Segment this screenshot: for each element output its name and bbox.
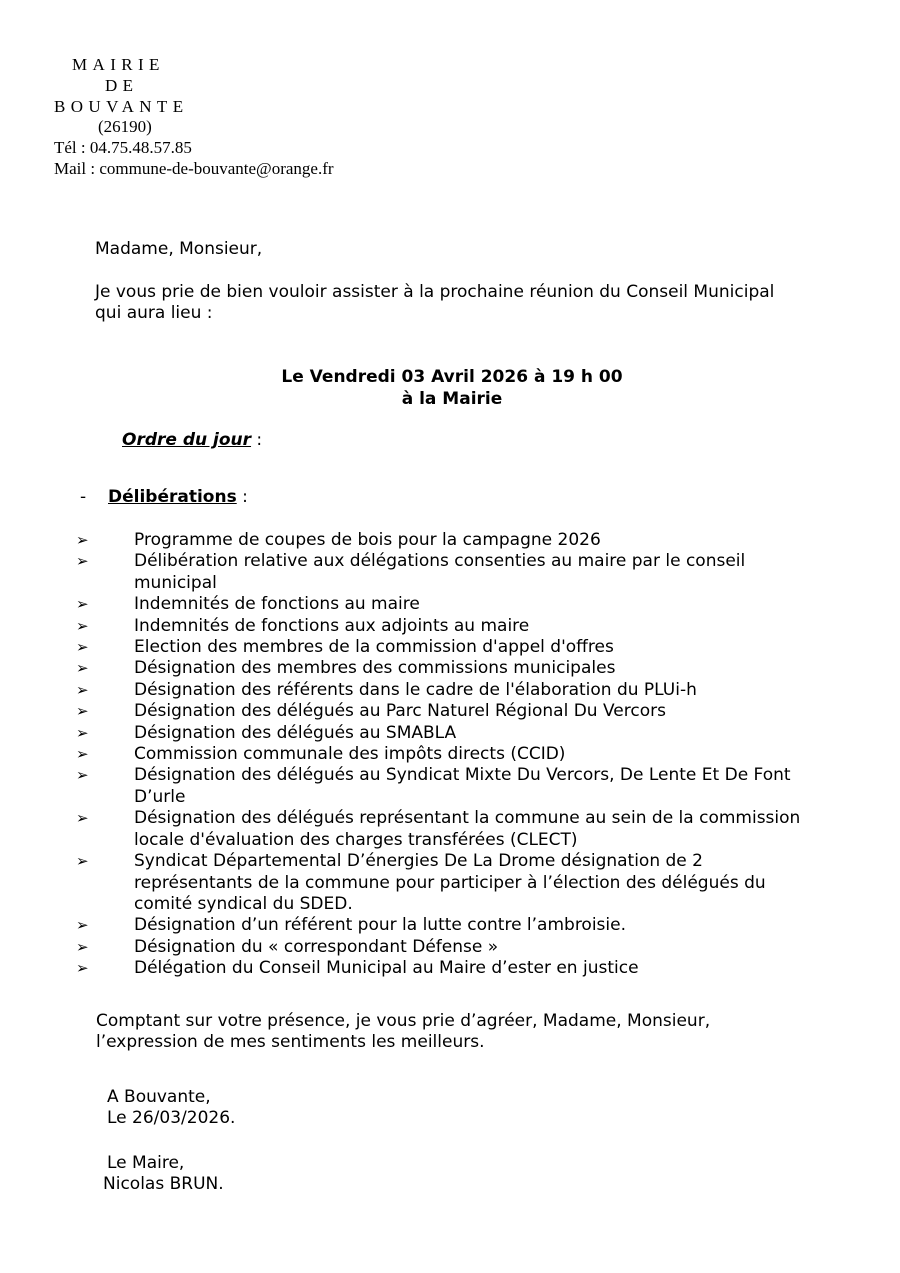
agenda-item <box>76 808 816 851</box>
ordre-du-jour-label: Ordre du jour <box>122 430 252 450</box>
arrow-bullet-icon: ➢ <box>76 916 89 935</box>
meeting-date: Le Vendredi 03 Avril 2026 à 19 h 00 <box>281 367 623 387</box>
agenda-item-text: Indemnités de fonctions aux adjoints au maire <box>134 615 530 636</box>
agenda-item-text: Commission communale des impôts directs (CCID) <box>134 744 566 765</box>
agenda-item <box>76 765 816 808</box>
place: A Bouvante, <box>107 1087 211 1107</box>
agenda-item-text: Désignation des référents dans le cadre de l'élaboration du PLUi-h <box>134 679 697 700</box>
arrow-bullet-icon: ➢ <box>76 680 89 699</box>
letterhead-line-mairie: MAIRIE <box>72 55 165 74</box>
arrow-bullet-icon: ➢ <box>76 659 89 678</box>
dash-bullet: - <box>80 487 87 507</box>
arrow-bullet-icon: ➢ <box>76 552 89 571</box>
agenda-item <box>76 958 816 979</box>
letterhead-line-commune: BOUVANTE <box>54 96 189 116</box>
agenda-item <box>76 530 816 551</box>
signer-name: Nicolas BRUN. <box>103 1174 224 1194</box>
letterhead-mail: Mail : commune-de-bouvante@orange.fr <box>54 158 334 178</box>
arrow-bullet-icon: ➢ <box>76 959 89 978</box>
agenda-item-text: Programme de coupes de bois pour la campagne 2026 <box>134 530 601 550</box>
letterhead-line-de: DE <box>105 75 139 95</box>
letterhead-phone: Tél : 04.75.48.57.85 <box>54 138 192 158</box>
deliberations-label: Délibérations <box>108 487 237 507</box>
agenda-item-text: Désignation des membres des commissions municipales <box>134 658 616 679</box>
agenda-item <box>76 744 816 765</box>
arrow-bullet-icon: ➢ <box>76 766 89 785</box>
closing-paragraph: Comptant sur votre présence, je vous prie d’agréer, Madame, Monsieur, l’expression de mes sentiments les meilleurs. <box>96 1011 711 1052</box>
agenda-list <box>76 530 816 980</box>
ordre-du-jour-heading <box>122 430 262 450</box>
letterhead <box>54 55 334 180</box>
salutation: Madame, Monsieur, <box>95 239 263 259</box>
intro-paragraph: Je vous prie de bien vouloir assister à la prochaine réunion du Conseil Municipal qui aura lieu : <box>95 282 775 323</box>
agenda-item-text: Désignation des délégués au Parc Naturel Régional Du Vercors <box>134 701 666 722</box>
deliberations-colon: : <box>236 487 248 507</box>
agenda-item <box>76 851 816 915</box>
signature-block <box>103 1153 224 1195</box>
agenda-item <box>76 658 816 679</box>
agenda-item-text: Syndicat Départemental D’énergies De La Drome désignation de 2 représentants de la commune pour participer à l’élection des délégués du comité syndical du SDED. <box>134 851 766 914</box>
arrow-bullet-icon: ➢ <box>76 937 89 956</box>
agenda-item <box>76 937 816 958</box>
ordre-du-jour-colon: : <box>251 430 263 450</box>
meeting-info <box>150 367 754 410</box>
arrow-bullet-icon: ➢ <box>76 702 89 721</box>
place-and-date <box>107 1087 235 1129</box>
agenda-item <box>76 723 816 744</box>
arrow-bullet-icon: ➢ <box>76 852 89 871</box>
arrow-bullet-icon: ➢ <box>76 809 89 828</box>
agenda-item <box>76 616 816 637</box>
agenda-item-text: Délibération relative aux délégations consenties au maire par le conseil municipal <box>134 551 746 593</box>
deliberations-heading <box>80 487 248 507</box>
signer-title: Le Maire, <box>107 1153 185 1173</box>
arrow-bullet-icon: ➢ <box>76 723 89 742</box>
agenda-item-text: Indemnités de fonctions au maire <box>134 594 420 615</box>
agenda-item <box>76 551 816 594</box>
arrow-bullet-icon: ➢ <box>76 531 89 549</box>
agenda-item <box>76 680 816 701</box>
letter-date: Le 26/03/2026. <box>107 1108 236 1128</box>
agenda-item-text: Désignation d’un référent pour la lutte contre l’ambroisie. <box>134 915 627 936</box>
agenda-item-text: Désignation des délégués au SMABLA <box>134 722 457 743</box>
letterhead-postcode: (26190) <box>98 117 152 137</box>
agenda-item <box>76 637 816 658</box>
arrow-bullet-icon: ➢ <box>76 595 89 614</box>
arrow-bullet-icon: ➢ <box>76 638 89 657</box>
arrow-bullet-icon: ➢ <box>76 616 89 635</box>
agenda-item-text: Election des membres de la commission d'appel d'offres <box>134 637 614 658</box>
agenda-item-text: Délégation du Conseil Municipal au Maire d’ester en justice <box>134 958 639 979</box>
agenda-item-text: Désignation des délégués au Syndicat Mixte Du Vercors, De Lente Et De Font D’urle <box>134 765 791 807</box>
arrow-bullet-icon: ➢ <box>76 745 89 764</box>
agenda-item <box>76 594 816 615</box>
agenda-item-text: Désignation des délégués représentant la commune au sein de la commission locale d'évaluation des charges transférées (CLECT) <box>134 808 801 850</box>
meeting-place: à la Mairie <box>401 388 503 409</box>
agenda-item-text: Désignation du « correspondant Défense » <box>134 936 499 957</box>
agenda-item <box>76 915 816 936</box>
agenda-item <box>76 701 816 722</box>
